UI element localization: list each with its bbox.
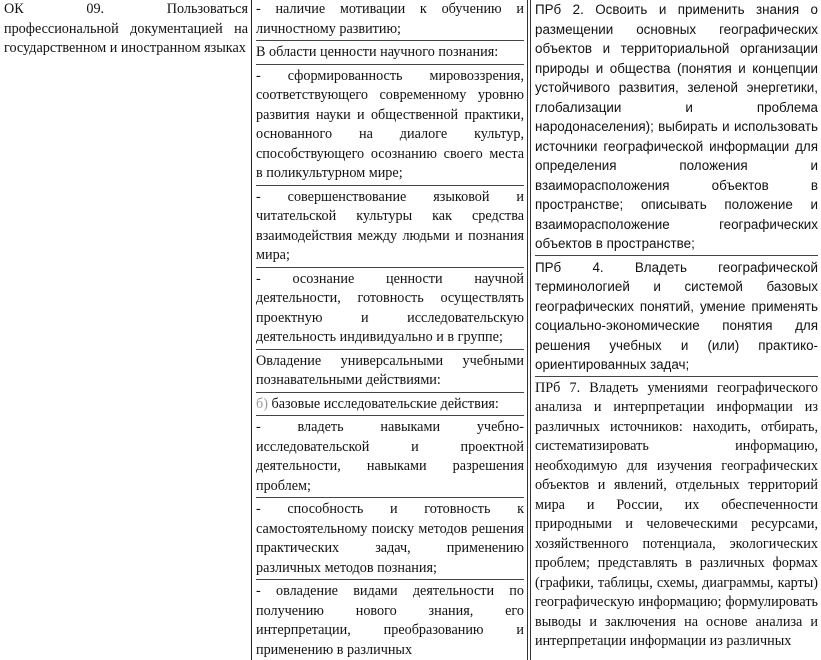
result-item: - наличие мотивации к обучению и личностному развитию; bbox=[256, 1, 524, 37]
subject-results-cell bbox=[529, 0, 821, 660]
result-item: - овладение видами деятельности по получению нового знания, его интерпретации, преобразованию и применению в различных bbox=[256, 583, 524, 658]
divider bbox=[256, 267, 524, 268]
subject-result-item: ПРб 4. Владеть географической терминологией и системой базовых географических понятий, умение применять социально-экономические понятия для решения учебных и (или) практико-ориентированных задач; bbox=[535, 259, 818, 372]
personal-results-cell bbox=[252, 0, 530, 660]
divider bbox=[256, 40, 524, 41]
divider bbox=[256, 64, 524, 65]
result-item: - осознание ценности научной деятельности, готовность осуществлять проектную и исследовательскую деятельность индивидуально и в группе; bbox=[256, 270, 524, 345]
divider bbox=[535, 376, 818, 377]
result-item: - совершенствование языковой и читательской культуры как средства взаимодействия между людьми и познания мира; bbox=[256, 188, 524, 263]
section-heading: Овладение универсальными учебными познавательными действиями: bbox=[256, 352, 524, 388]
divider bbox=[535, 255, 818, 256]
divider bbox=[256, 579, 524, 580]
divider bbox=[256, 415, 524, 416]
subject-result-item: ПРб 7. Владеть умениями географического анализа и интерпретации информации из различных источников: находить, отбирать, систематизировать информацию, необходимую для изучения географических объектов и явлений, отдельных территорий мира и России, их обеспеченности природными и человеческими ресурсами, хозяйственного потенциала, экологических проблем; представлять в различных формах (графики, таблицы, схемы, диаграммы, карты) географическую информацию; формулировать выводы и заключения на основе анализа и интерпретации информации из различных bbox=[535, 379, 818, 649]
competency-text: ОК 09. Пользоваться профессиональной документацией на государственном и иностранном языках bbox=[4, 1, 248, 56]
divider bbox=[256, 349, 524, 350]
divider bbox=[256, 392, 524, 393]
section-heading: В области ценности научного познания: bbox=[256, 44, 499, 60]
result-item: - способность и готовность к самостоятельному поиску методов решения практических задач, применению различных методов познания; bbox=[256, 501, 524, 576]
result-item: - владеть навыками учебно-исследовательской и проектной деятельности, навыками разрешения проблем; bbox=[256, 419, 524, 494]
list-marker: б) bbox=[256, 395, 268, 412]
competency-cell bbox=[0, 0, 252, 660]
divider bbox=[256, 497, 524, 498]
subject-result-item: ПРб 2. Освоить и применить знания о размещении основных географических объектов и территориальной организации природы и общества (понятия и концепции устойчивого развития, зеленой энергетики, глобализации и проблема народонаселения); выбирать и использовать источники географической информации для определения положения и взаиморасположения объектов в пространстве; описывать положение и взаиморасположение географических объектов в пространстве; bbox=[535, 2, 818, 251]
result-item: - сформированность мировоззрения, соответствующего современному уровню развития науки и общественной практики, основанного на диалоге культур, способствующего осознанию своего места в поликультурном мире; bbox=[256, 67, 524, 181]
divider bbox=[256, 185, 524, 186]
subsection-heading bbox=[256, 395, 524, 415]
subsection-text: базовые исследовательские действия: bbox=[271, 395, 499, 412]
